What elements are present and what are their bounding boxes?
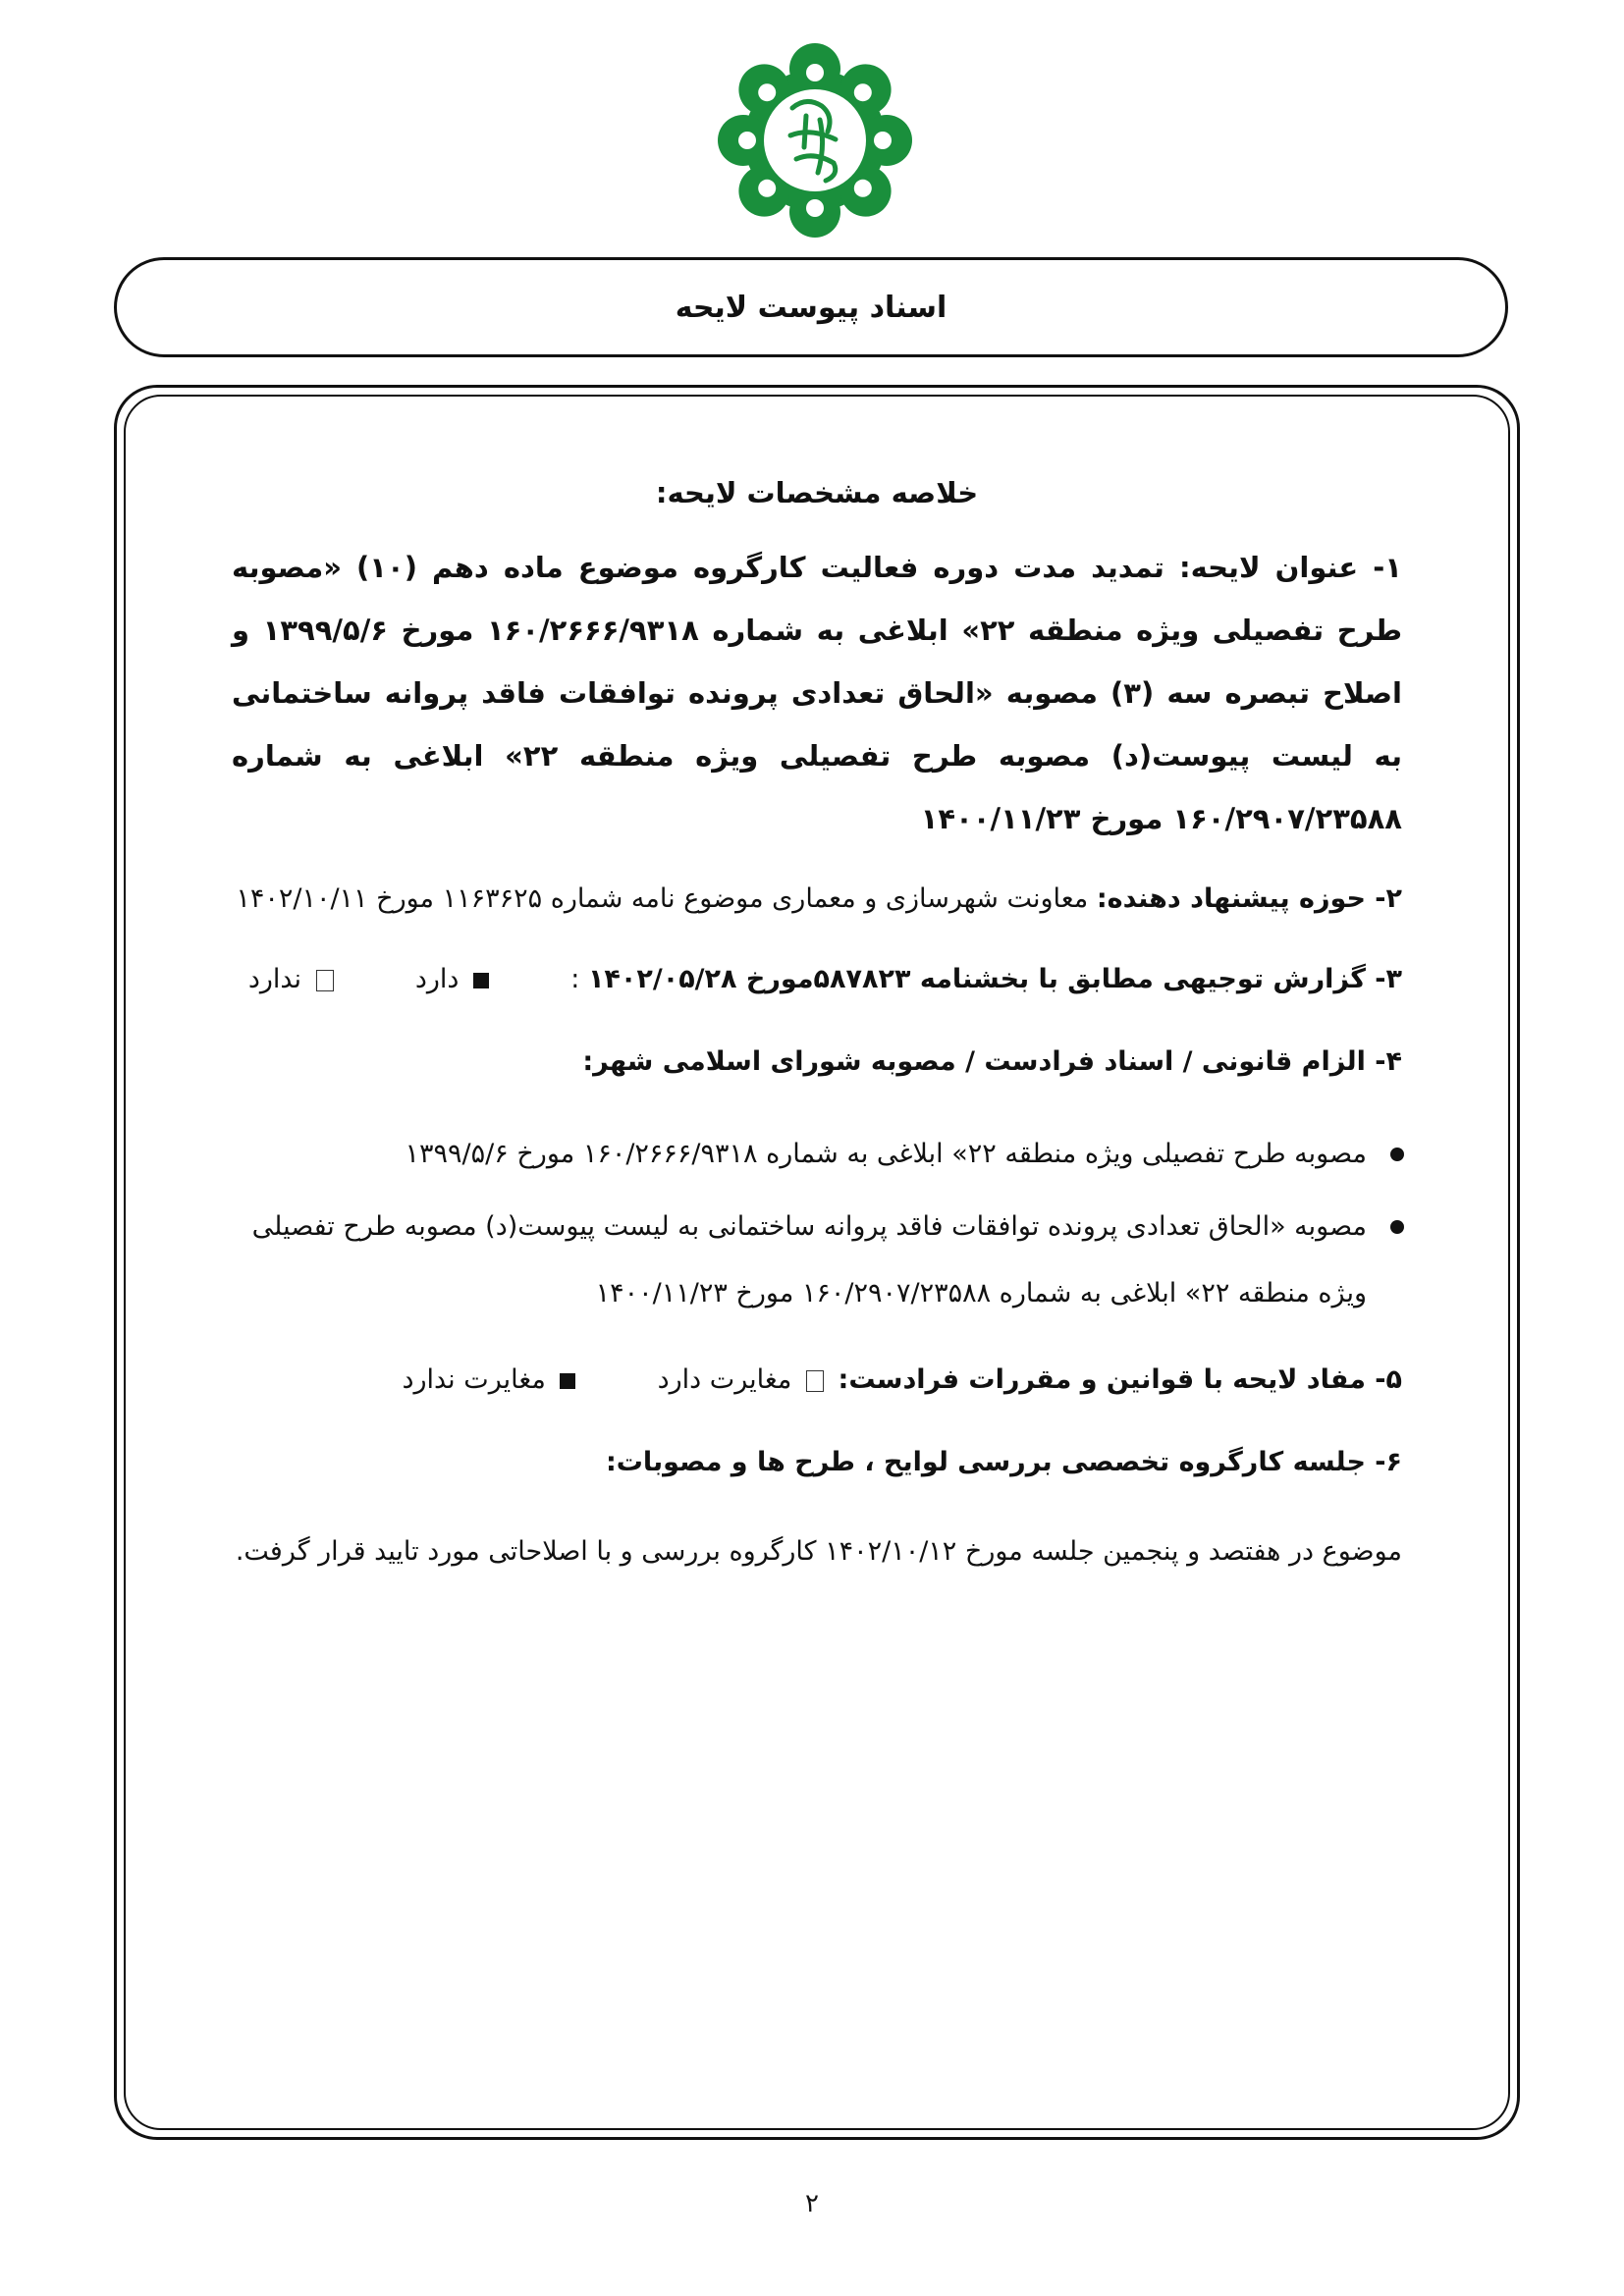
- item-3-checkbox-no[interactable]: [316, 970, 334, 991]
- item-2-text: معاونت شهرسازی و معماری موضوع نامه شماره ۱۱۶۳۶۲۵ مورخ ۱۴۰۲/۱۰/۱۱: [236, 883, 1089, 914]
- item-4-bullet-list: [232, 1121, 1402, 1327]
- item-2-proposer: [232, 870, 1402, 929]
- item-3-label: ۳- گزارش توجیهی مطابق با بخشنامه ۵۸۷۸۲۳مورخ ۱۴۰۲/۰۵/۲۸: [587, 964, 1402, 994]
- item-1-label: ۱- عنوان لایحه:: [1178, 551, 1402, 584]
- item-3-checkbox-yes[interactable]: [473, 973, 489, 988]
- bullet-icon: [1390, 1148, 1404, 1161]
- item-1-text: تمدید مدت دوره فعالیت کارگروه موضوع ماده دهم (۱۰) «مصوبه طرح تفصیلی ویژه منطقه ۲۲» ابلاغی به شماره ۱۶۰/۲۶۶۶/۹۳۱۸ مورخ ۱۳۹۹/۵/۶ و اصلاح تبصره سه (۳) مصوبه «الحاق تعدادی پرونده توافقات فاقد پروانه ساختمانی به لیست پیوست(د) مصوبه طرح تفصیلی ویژه منطقه ۲۲» ابلاغی به شماره ۱۶۰/۲۹۰۷/۲۳۵۸۸ مورخ ۱۴۰۰/۱۱/۲۳: [232, 551, 1403, 835]
- page-number: ۲: [805, 2189, 819, 2218]
- item-6-text: موضوع در هفتصد و پنجمین جلسه مورخ ۱۴۰۲/۱۰/۱۲ کارگروه بررسی و با اصلاحاتی مورد تایید قرار گرفت.: [235, 1536, 1402, 1567]
- list-item: مصوبه «الحاق تعدادی پرونده توافقات فاقد پروانه ساختمانی به لیست پیوست(د) مصوبه طرح تفصیلی ویژه منطقه ۲۲» ابلاغی به شماره ۱۶۰/۲۹۰۷/۲۳۵۸۸ مورخ ۱۴۰۰/۱۱/۲۳: [232, 1194, 1367, 1327]
- item-6-label: ۶- جلسه کارگروه تخصصی بررسی لوایح ، طرح ها و مصوبات:: [605, 1447, 1402, 1477]
- item-3-report: [232, 948, 1402, 1011]
- item-3-option-no: ندارد: [247, 964, 302, 994]
- summary-title: خلاصه مشخصات لایحه:: [655, 476, 979, 509]
- item-5-option-no-conflict: مغایرت ندارد: [402, 1364, 546, 1395]
- item-5-checkbox-no-conflict[interactable]: [560, 1373, 575, 1389]
- item-5-label: ۵- مفاد لایحه با قوانین و مقررات فرادست:: [838, 1364, 1402, 1395]
- item-4-label: ۴- الزام قانونی / اسناد فرادست / مصوبه شورای اسلامی شهر:: [582, 1046, 1402, 1077]
- item-3-colon: :: [570, 964, 580, 994]
- list-item: مصوبه طرح تفصیلی ویژه منطقه ۲۲» ابلاغی به شماره ۱۶۰/۲۶۶۶/۹۳۱۸ مورخ ۱۳۹۹/۵/۶: [232, 1121, 1367, 1188]
- item-3-option-yes: دارد: [414, 964, 460, 994]
- item-5-compliance: [232, 1349, 1402, 1412]
- item-5-option-conflict: مغایرت دارد: [657, 1364, 792, 1395]
- tehran-municipality-logo-icon: [712, 37, 918, 243]
- item-2-label: ۲- حوزه پیشنهاد دهنده:: [1096, 883, 1402, 914]
- bullet-icon: [1390, 1220, 1404, 1234]
- header-title: اسناد پیوست لایحه: [675, 290, 947, 325]
- bill-summary: [232, 461, 1402, 1602]
- item-1-title: [232, 536, 1402, 850]
- document-header: [114, 257, 1508, 357]
- item-5-checkbox-conflict[interactable]: [806, 1370, 824, 1392]
